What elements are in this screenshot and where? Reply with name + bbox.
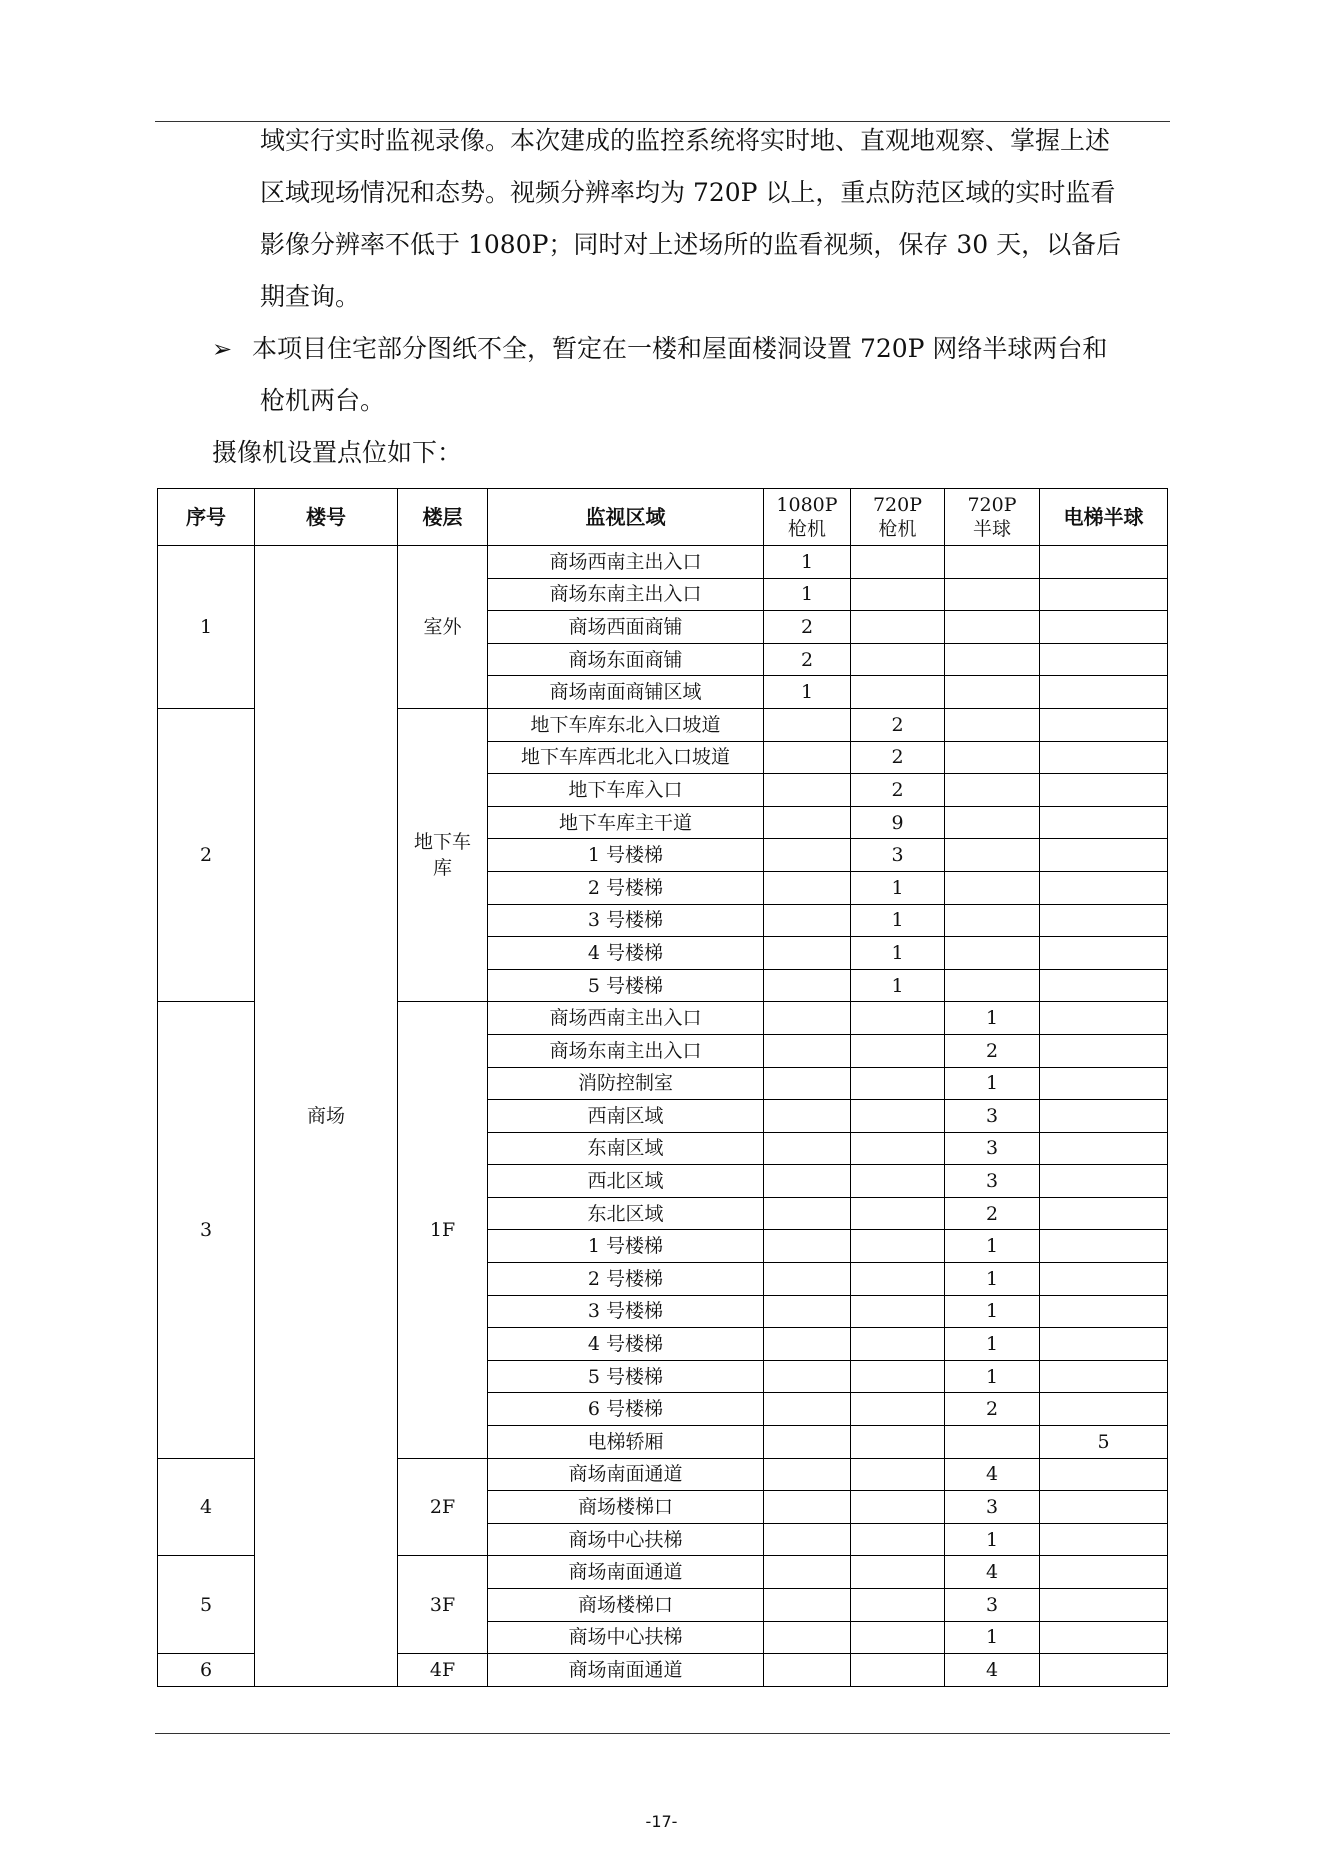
count-1080p-bullet [764,1034,851,1067]
count-elevator-dome [1040,741,1168,774]
count-elevator-dome [1040,1132,1168,1165]
count-1080p-bullet [764,839,851,872]
paragraph-line-4: 期查询。 [260,282,361,311]
count-1080p-bullet [764,969,851,1002]
count-1080p-bullet [764,708,851,741]
bullet-item [212,323,1167,427]
count-1080p-bullet [764,1458,851,1491]
count-720p-dome: 2 [945,1197,1040,1230]
count-1080p-bullet [764,1523,851,1556]
count-elevator-dome [1040,1589,1168,1622]
count-720p-dome [945,806,1040,839]
area-cell: 商场南面通道 [488,1654,764,1687]
area-cell: 地下车库入口 [488,774,764,807]
count-720p-bullet: 2 [851,774,945,807]
count-720p-dome [945,904,1040,937]
count-720p-bullet [851,1589,945,1622]
count-720p-dome [945,839,1040,872]
area-cell: 商场东面商铺 [488,643,764,676]
count-720p-dome: 2 [945,1034,1040,1067]
area-cell: 商场东南主出入口 [488,578,764,611]
area-cell: 商场楼梯口 [488,1491,764,1524]
count-elevator-dome [1040,1491,1168,1524]
count-720p-dome: 4 [945,1556,1040,1589]
area-cell: 商场南面商铺区域 [488,676,764,709]
count-720p-dome [945,741,1040,774]
area-cell: 商场西南主出入口 [488,546,764,579]
area-cell: 商场中心扶梯 [488,1523,764,1556]
count-elevator-dome [1040,1458,1168,1491]
count-elevator-dome [1040,1034,1168,1067]
count-720p-bullet [851,1067,945,1100]
count-elevator-dome [1040,871,1168,904]
count-720p-dome: 4 [945,1458,1040,1491]
count-720p-bullet [851,578,945,611]
count-720p-bullet: 3 [851,839,945,872]
count-720p-bullet [851,1426,945,1459]
table-header-row [158,489,1168,546]
count-elevator-dome [1040,1165,1168,1198]
count-720p-dome: 1 [945,1263,1040,1296]
count-720p-bullet [851,1458,945,1491]
area-cell: 西南区域 [488,1100,764,1133]
count-1080p-bullet [764,1230,851,1263]
area-cell: 商场南面通道 [488,1458,764,1491]
count-720p-dome [945,643,1040,676]
count-720p-bullet [851,1230,945,1263]
count-720p-dome: 1 [945,1295,1040,1328]
area-cell: 3 号楼梯 [488,904,764,937]
floor-cell: 室外 [398,546,488,709]
count-1080p-bullet [764,1165,851,1198]
seq-cell: 6 [158,1654,255,1687]
count-elevator-dome [1040,1100,1168,1133]
count-720p-bullet [851,1002,945,1035]
count-elevator-dome [1040,676,1168,709]
bullet-line-1: 本项目住宅部分图纸不全，暂定在一楼和屋面楼洞设置 720P 网络半球两台和 [252,334,1108,363]
header-1080p-bullet: 1080P 枪机 [764,489,851,546]
count-720p-dome [945,708,1040,741]
arrow-bullet-icon: ➢ [212,335,233,363]
count-720p-dome [945,1426,1040,1459]
count-720p-bullet [851,1328,945,1361]
count-elevator-dome [1040,969,1168,1002]
paragraph-line-3: 影像分辨率不低于 1080P；同时对上述场所的监看视频，保存 30 天，以备后 [260,230,1122,259]
count-720p-bullet [851,643,945,676]
floor-cell: 4F [398,1654,488,1687]
count-elevator-dome [1040,1328,1168,1361]
count-1080p-bullet [764,774,851,807]
count-720p-bullet [851,676,945,709]
paragraph-line-2: 区域现场情况和态势。视频分辨率均为 720P 以上，重点防范区域的实时监看 [260,178,1116,207]
seq-cell: 5 [158,1556,255,1654]
count-720p-bullet: 1 [851,969,945,1002]
building-cell: 商场 [255,546,398,1687]
area-cell: 商场西面商铺 [488,611,764,644]
count-1080p-bullet [764,1132,851,1165]
count-720p-dome: 3 [945,1165,1040,1198]
area-cell: 商场东南主出入口 [488,1034,764,1067]
count-720p-dome [945,546,1040,579]
count-720p-dome [945,578,1040,611]
area-cell: 商场中心扶梯 [488,1621,764,1654]
count-1080p-bullet: 2 [764,611,851,644]
count-1080p-bullet [764,871,851,904]
area-cell: 1 号楼梯 [488,1230,764,1263]
count-720p-dome: 1 [945,1360,1040,1393]
area-cell: 东北区域 [488,1197,764,1230]
count-1080p-bullet [764,741,851,774]
page-number: -17- [645,1812,678,1831]
count-elevator-dome [1040,1263,1168,1296]
area-cell: 2 号楼梯 [488,1263,764,1296]
area-cell: 1 号楼梯 [488,839,764,872]
area-cell: 地下车库西北北入口坡道 [488,741,764,774]
count-elevator-dome [1040,708,1168,741]
count-1080p-bullet: 1 [764,578,851,611]
count-elevator-dome [1040,643,1168,676]
floor-cell: 地下车库 [398,708,488,1001]
count-720p-dome: 3 [945,1100,1040,1133]
count-elevator-dome [1040,578,1168,611]
count-elevator-dome [1040,839,1168,872]
count-720p-dome [945,969,1040,1002]
area-cell: 地下车库东北入口坡道 [488,708,764,741]
count-720p-bullet: 1 [851,904,945,937]
area-cell: 6 号楼梯 [488,1393,764,1426]
table-row [158,546,1168,579]
count-elevator-dome [1040,1002,1168,1035]
header-building: 楼号 [255,489,398,546]
count-720p-bullet [851,1523,945,1556]
area-cell: 消防控制室 [488,1067,764,1100]
count-720p-bullet [851,1165,945,1198]
count-1080p-bullet [764,1100,851,1133]
count-1080p-bullet [764,1360,851,1393]
count-720p-dome [945,871,1040,904]
count-720p-dome: 1 [945,1067,1040,1100]
count-elevator-dome [1040,1295,1168,1328]
header-720p-bullet: 720P 枪机 [851,489,945,546]
header-720p-dome: 720P 半球 [945,489,1040,546]
floor-cell: 3F [398,1556,488,1654]
count-1080p-bullet [764,1328,851,1361]
count-1080p-bullet [764,1491,851,1524]
count-720p-bullet [851,546,945,579]
header-elevator-dome: 电梯半球 [1040,489,1168,546]
camera-table [157,488,1168,1687]
count-720p-bullet [851,1132,945,1165]
bullet-line-2: 枪机两台。 [260,386,386,415]
seq-cell: 1 [158,546,255,709]
area-cell: 商场南面通道 [488,1556,764,1589]
count-720p-dome: 1 [945,1621,1040,1654]
count-1080p-bullet [764,937,851,970]
area-cell: 5 号楼梯 [488,969,764,1002]
count-720p-bullet [851,1034,945,1067]
seq-cell: 4 [158,1458,255,1556]
area-cell: 电梯轿厢 [488,1426,764,1459]
count-elevator-dome [1040,1360,1168,1393]
area-cell: 东南区域 [488,1132,764,1165]
table-intro: 摄像机设置点位如下： [212,438,463,467]
floor-cell: 2F [398,1458,488,1556]
count-720p-dome [945,611,1040,644]
floor-cell: 1F [398,1002,488,1458]
count-720p-dome: 1 [945,1230,1040,1263]
count-720p-bullet [851,611,945,644]
header-area: 监视区域 [488,489,764,546]
count-1080p-bullet [764,1295,851,1328]
paragraph-line-1: 域实行实时监视录像。本次建成的监控系统将实时地、直观地观察、掌握上述 [260,126,1111,155]
count-720p-dome: 1 [945,1523,1040,1556]
count-720p-dome: 3 [945,1132,1040,1165]
count-720p-bullet: 2 [851,741,945,774]
count-elevator-dome [1040,1197,1168,1230]
count-elevator-dome [1040,1067,1168,1100]
area-cell: 商场楼梯口 [488,1589,764,1622]
count-1080p-bullet: 1 [764,546,851,579]
count-elevator-dome [1040,1230,1168,1263]
count-1080p-bullet [764,1067,851,1100]
count-1080p-bullet [764,1197,851,1230]
count-720p-bullet [851,1263,945,1296]
count-720p-bullet [851,1360,945,1393]
count-720p-dome: 2 [945,1393,1040,1426]
count-1080p-bullet [764,1426,851,1459]
count-720p-bullet: 1 [851,871,945,904]
count-720p-bullet: 9 [851,806,945,839]
area-cell: 5 号楼梯 [488,1360,764,1393]
count-elevator-dome [1040,1654,1168,1687]
count-720p-bullet: 1 [851,937,945,970]
count-1080p-bullet [764,1002,851,1035]
count-1080p-bullet [764,1621,851,1654]
count-elevator-dome: 5 [1040,1426,1168,1459]
count-720p-dome: 1 [945,1002,1040,1035]
seq-cell: 3 [158,1002,255,1458]
count-720p-bullet [851,1556,945,1589]
count-elevator-dome [1040,937,1168,970]
count-1080p-bullet [764,1263,851,1296]
area-cell: 西北区域 [488,1165,764,1198]
footer-rule [155,1733,1170,1734]
table-body [158,546,1168,1687]
seq-cell: 2 [158,708,255,1001]
count-720p-dome: 3 [945,1491,1040,1524]
area-cell: 2 号楼梯 [488,871,764,904]
count-720p-bullet [851,1100,945,1133]
count-1080p-bullet [764,1589,851,1622]
count-1080p-bullet [764,904,851,937]
count-elevator-dome [1040,774,1168,807]
header-seq: 序号 [158,489,255,546]
count-1080p-bullet: 1 [764,676,851,709]
count-720p-bullet [851,1621,945,1654]
count-720p-bullet [851,1654,945,1687]
count-720p-dome [945,774,1040,807]
count-elevator-dome [1040,904,1168,937]
count-720p-dome: 1 [945,1328,1040,1361]
count-720p-dome [945,937,1040,970]
count-720p-bullet [851,1491,945,1524]
area-cell: 4 号楼梯 [488,1328,764,1361]
count-1080p-bullet: 2 [764,643,851,676]
area-cell: 商场西南主出入口 [488,1002,764,1035]
count-1080p-bullet [764,1556,851,1589]
header-floor: 楼层 [398,489,488,546]
count-720p-dome [945,676,1040,709]
area-cell: 3 号楼梯 [488,1295,764,1328]
count-720p-dome: 4 [945,1654,1040,1687]
count-elevator-dome [1040,611,1168,644]
count-elevator-dome [1040,1523,1168,1556]
count-1080p-bullet [764,806,851,839]
count-1080p-bullet [764,1393,851,1426]
count-720p-bullet: 2 [851,708,945,741]
count-elevator-dome [1040,546,1168,579]
count-720p-bullet [851,1295,945,1328]
area-cell: 地下车库主干道 [488,806,764,839]
count-elevator-dome [1040,1393,1168,1426]
area-cell: 4 号楼梯 [488,937,764,970]
count-elevator-dome [1040,806,1168,839]
count-1080p-bullet [764,1654,851,1687]
count-elevator-dome [1040,1556,1168,1589]
count-720p-bullet [851,1197,945,1230]
count-720p-bullet [851,1393,945,1426]
count-elevator-dome [1040,1621,1168,1654]
count-720p-dome: 3 [945,1589,1040,1622]
